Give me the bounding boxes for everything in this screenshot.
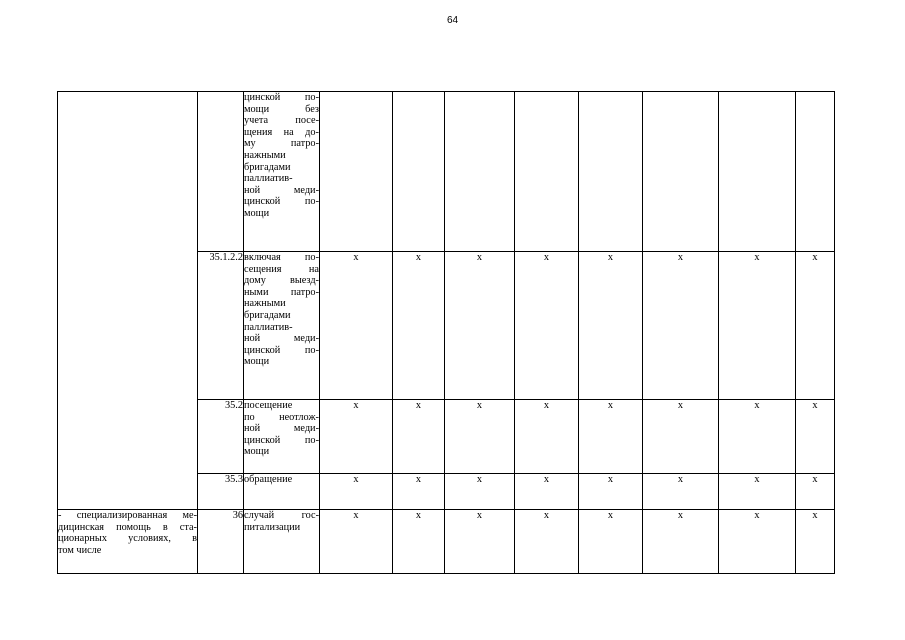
description-line: паллиатив- bbox=[244, 173, 293, 185]
description-line: питализации bbox=[244, 521, 301, 533]
value-cell: х bbox=[719, 400, 796, 474]
value-cell bbox=[515, 92, 579, 252]
row-description bbox=[244, 510, 320, 574]
description-line: бригадами bbox=[244, 161, 291, 173]
name-line: том числе bbox=[58, 544, 102, 556]
value-cell: х bbox=[579, 474, 643, 510]
name-line: дицинская помощь в ста- bbox=[58, 521, 197, 533]
value-cell: х bbox=[320, 400, 393, 474]
value-cell: х bbox=[796, 252, 835, 400]
value-cell: х bbox=[445, 510, 515, 574]
description-line: бригадами bbox=[244, 309, 291, 321]
value-cell: х bbox=[515, 400, 579, 474]
row-code bbox=[198, 92, 244, 252]
name-line: ционарных условиях, в bbox=[58, 533, 197, 545]
description-line: мощи bbox=[244, 446, 270, 458]
value-cell bbox=[445, 92, 515, 252]
value-cell: х bbox=[320, 252, 393, 400]
value-cell: х bbox=[515, 510, 579, 574]
value-cell: х bbox=[643, 400, 719, 474]
value-cell: х bbox=[643, 474, 719, 510]
row-code: 36 bbox=[198, 510, 244, 574]
value-cell: х bbox=[796, 510, 835, 574]
description-line: щения на до- bbox=[244, 126, 319, 138]
description-line: му патро- bbox=[244, 138, 319, 150]
value-cell: х bbox=[579, 510, 643, 574]
description-line: ными патро- bbox=[244, 286, 319, 298]
description-line: ной меди- bbox=[244, 333, 319, 345]
value-cell bbox=[796, 92, 835, 252]
description-line: паллиатив- bbox=[244, 321, 293, 333]
name-cell-empty bbox=[58, 92, 198, 510]
description-line: цинской по- bbox=[244, 344, 319, 356]
description-line: ной меди- bbox=[244, 184, 319, 196]
value-cell bbox=[719, 92, 796, 252]
value-cell: х bbox=[393, 252, 445, 400]
value-cell: х bbox=[320, 510, 393, 574]
description-line: цинской по- bbox=[244, 92, 319, 103]
description-line: учета посе- bbox=[244, 115, 319, 127]
row-code: 35.1.2.2 bbox=[198, 252, 244, 400]
value-cell: х bbox=[796, 474, 835, 510]
description-line: мощи без bbox=[244, 103, 319, 115]
value-cell: х bbox=[719, 510, 796, 574]
value-cell bbox=[393, 92, 445, 252]
data-table bbox=[57, 91, 835, 574]
description-line: посещение bbox=[244, 400, 293, 411]
description-line: включая по- bbox=[244, 252, 319, 263]
description-line: обращение bbox=[244, 474, 293, 485]
row-description bbox=[244, 474, 320, 510]
value-cell: х bbox=[579, 252, 643, 400]
row-code: 35.3 bbox=[198, 474, 244, 510]
value-cell: х bbox=[515, 474, 579, 510]
name-line: - специализированная ме- bbox=[58, 510, 197, 521]
value-cell: х bbox=[393, 510, 445, 574]
value-cell bbox=[643, 92, 719, 252]
description-line: нажными bbox=[244, 298, 286, 310]
value-cell: х bbox=[579, 400, 643, 474]
value-cell: х bbox=[643, 510, 719, 574]
table-row bbox=[58, 510, 835, 574]
value-cell: х bbox=[643, 252, 719, 400]
row-description bbox=[244, 400, 320, 474]
description-line: мощи bbox=[244, 356, 270, 368]
value-cell: х bbox=[719, 474, 796, 510]
value-cell: х bbox=[393, 474, 445, 510]
value-cell: х bbox=[320, 474, 393, 510]
row-code: 35.2 bbox=[198, 400, 244, 474]
description-line: нажными bbox=[244, 149, 286, 161]
description-line: по неотлож- bbox=[244, 411, 319, 423]
value-cell: х bbox=[393, 400, 445, 474]
description-line: цинской по- bbox=[244, 434, 319, 446]
table-row bbox=[58, 92, 835, 252]
description-line: дому выезд- bbox=[244, 275, 319, 287]
description-line: сещения на bbox=[244, 263, 319, 275]
description-line: мощи bbox=[244, 207, 270, 219]
row-description bbox=[244, 92, 320, 252]
value-cell bbox=[320, 92, 393, 252]
description-line: ной меди- bbox=[244, 423, 319, 435]
description-line: цинской по- bbox=[244, 196, 319, 208]
row-description bbox=[244, 252, 320, 400]
value-cell: х bbox=[719, 252, 796, 400]
value-cell: х bbox=[445, 474, 515, 510]
value-cell: х bbox=[515, 252, 579, 400]
description-line: случай гос- bbox=[244, 510, 319, 521]
value-cell: х bbox=[445, 400, 515, 474]
value-cell bbox=[579, 92, 643, 252]
page-number: 64 bbox=[446, 15, 459, 26]
value-cell: х bbox=[445, 252, 515, 400]
value-cell: х bbox=[796, 400, 835, 474]
name-cell bbox=[58, 510, 198, 574]
